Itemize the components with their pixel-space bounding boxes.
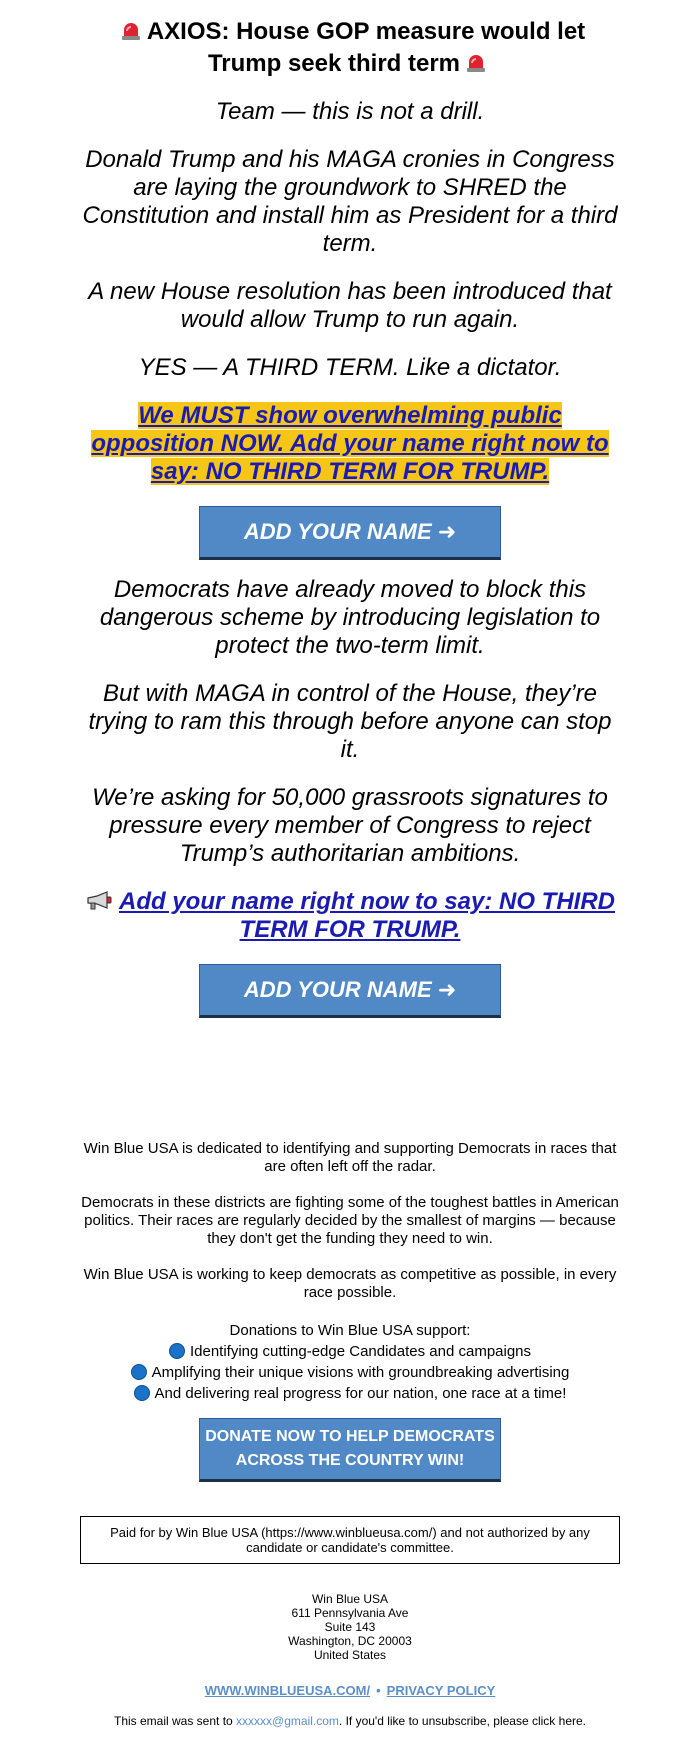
donate-now-button[interactable] <box>199 1418 501 1482</box>
address-suite: Suite 143 <box>324 1620 376 1634</box>
address-city: Washington, DC 20003 <box>288 1634 412 1648</box>
body-paragraph: But with MAGA in control of the House, they’re trying to ram this through before anyone can stop it. <box>88 680 612 763</box>
address-country: United States <box>313 1648 387 1662</box>
paid-for-disclaimer: Paid for by Win Blue USA (https://www.winblueusa.com/) and not authorized by any candidate or candidate's committee. <box>80 1516 620 1564</box>
body-paragraph: Donald Trump and his MAGA cronies in Congress are laying the groundwork to SHRED the Constitution and install him as President for a third term. <box>82 146 618 257</box>
body-paragraph: YES — A THIRD TERM. Like a dictator. <box>138 354 562 381</box>
support-item <box>80 1383 620 1404</box>
signup-link[interactable] <box>80 888 620 944</box>
unsub-prefix: This email was sent to <box>113 1714 237 1728</box>
signup-link-text: Add your name right now to say: NO THIRD TERM FOR TRUMP. <box>118 888 616 943</box>
cta-wrap <box>80 964 620 1018</box>
footer-about: Win Blue USA is dedicated to identifying and supporting Democrats in races that are often left off the radar. <box>83 1140 617 1175</box>
privacy-policy-link[interactable]: PRIVACY POLICY <box>386 1683 496 1698</box>
megaphone-icon <box>85 891 113 911</box>
support-heading: Donations to Win Blue USA support: <box>229 1322 471 1339</box>
support-item <box>80 1341 620 1362</box>
body-paragraph: Democrats have already moved to block this dangerous scheme by introducing legislation to protect the two-term limit. <box>99 576 601 659</box>
support-item <box>80 1362 620 1383</box>
footer-links <box>80 1682 620 1700</box>
support-item-text: And delivering real progress for our nation, one race at a time! <box>154 1385 567 1402</box>
unsubscribe-notice <box>80 1714 620 1728</box>
recipient-email: xxxxxx@gmail.com <box>236 1714 339 1728</box>
donate-line-2: ACROSS THE COUNTRY WIN! <box>235 1452 465 1469</box>
siren-icon <box>121 22 141 40</box>
link-separator: • <box>376 1683 381 1698</box>
highlighted-signup-link[interactable] <box>80 402 620 486</box>
blue-circle-icon <box>131 1364 147 1380</box>
footer-about: Win Blue USA is working to keep democrats as competitive as possible, in every race possible. <box>83 1266 617 1301</box>
support-item-text: Amplifying their unique visions with groundbreaking advertising <box>151 1364 570 1381</box>
address-street: 611 Pennsylvania Ave <box>291 1606 409 1620</box>
intro-paragraph: Team — this is not a drill. <box>215 98 485 125</box>
donate-line-1: DONATE NOW TO HELP DEMOCRATS <box>205 1428 495 1445</box>
support-list <box>80 1320 620 1404</box>
headline <box>80 16 620 80</box>
add-your-name-button[interactable]: ADD YOUR NAME ➜ <box>199 506 501 560</box>
headline-text: AXIOS: House GOP measure would let Trump seek third term <box>146 18 586 77</box>
email-body <box>80 0 620 1018</box>
cta-wrap <box>80 506 620 560</box>
mailing-address <box>80 1592 620 1662</box>
siren-icon <box>466 54 486 72</box>
blue-circle-icon <box>134 1385 150 1401</box>
unsubscribe-link[interactable]: . If you'd like to unsubscribe, please click here. <box>338 1714 586 1728</box>
support-item-text: Identifying cutting-edge Candidates and campaigns <box>189 1343 532 1360</box>
highlighted-signup-link-text: We MUST show overwhelming public opposition NOW. Add your name right now to say: NO THIRD TERM FOR TRUMP. <box>91 402 609 485</box>
address-org: Win Blue USA <box>311 1592 389 1606</box>
add-your-name-button-2[interactable]: ADD YOUR NAME ➜ <box>199 964 501 1018</box>
footer <box>80 1140 620 1728</box>
blue-circle-icon <box>169 1343 185 1359</box>
body-paragraph: A new House resolution has been introduced that would allow Trump to run again. <box>88 278 612 333</box>
website-link[interactable]: WWW.WINBLUEUSA.COM/ <box>204 1683 371 1698</box>
body-paragraph: We’re asking for 50,000 grassroots signatures to pressure every member of Congress to reject Trump’s authoritarian ambitions. <box>92 784 608 867</box>
footer-about: Democrats in these districts are fighting some of the toughest battles in American politics. Their races are regularly decided by the smallest of margins — because they don't get the funding they need to win. <box>81 1194 619 1247</box>
